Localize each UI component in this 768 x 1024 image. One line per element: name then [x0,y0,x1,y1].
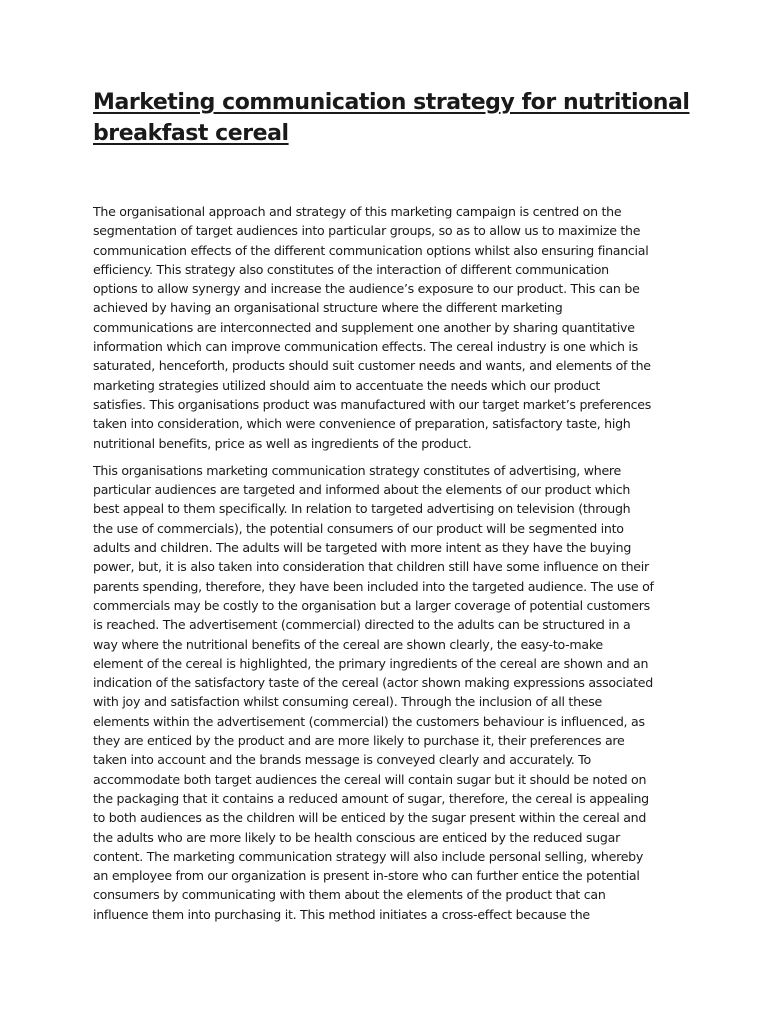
text-line: parents spending, therefore, they have been included into the targeted audience. The use of [93,578,654,594]
text-line: the packaging that it contains a reduced amount of sugar, therefore, the cereal is appealing [93,790,649,806]
text-line: nutritional benefits, price as well as ingredients of the product. [93,435,472,451]
text-line: with joy and satisfaction whilst consuming cereal). Through the inclusion of all these [93,694,603,710]
text-line: way where the nutritional benefits of the cereal are shown clearly, the easy-to-make [93,636,603,652]
text-line: taken into account and the brands message is conveyed clearly and accurately. To [93,752,591,768]
text-line: an employee from our organization is present in-store who can further entice the potential [93,868,640,884]
text-line: they are enticed by the product and are more likely to purchase it, their preferences are [93,733,625,749]
document-body [93,202,682,924]
text-line: the use of commercials), the potential consumers of our product will be segmented into [93,520,624,536]
text-line: particular audiences are targeted and informed about the elements of our product which [93,482,631,498]
text-line: the adults who are more likely to be health conscious are enticed by the reduced sugar [93,829,620,845]
text-line: is reached. The advertisement (commercial) directed to the adults can be structured in a [93,617,631,633]
text-line: to both audiences as the children will be enticed by the sugar present within the cereal and [93,810,647,826]
text-line: power, but, it is also taken into consideration that children still have some influence on their [93,559,649,575]
text-line: communications are interconnected and supplement one another by sharing quantitative [93,319,635,335]
text-line: marketing strategies utilized should aim to accentuate the needs which our product [93,377,601,393]
text-line: segmentation of target audiences into particular groups, so as to allow us to maximize the [93,223,641,239]
paragraph-1 [93,202,682,453]
text-line: satisfies. This organisations product was manufactured with our target market’s preferences [93,396,652,412]
text-line: consumers by communicating with them about the elements of the product that can [93,887,606,903]
document-title [93,87,693,149]
text-line: indication of the satisfactory taste of the cereal (actor shown making expressions associated [93,675,653,691]
document-title-line: Marketing communication strategy for nutritional [93,90,690,115]
text-line: influence them into purchasing it. This method initiates a cross-effect because the [93,906,590,922]
text-line: best appeal to them specifically. In relation to targeted advertising on television (through [93,501,631,517]
text-line: achieved by having an organisational structure where the different marketing [93,300,563,316]
paragraph-2 [93,461,682,924]
text-line: accommodate both target audiences the cereal will contain sugar but it should be noted on [93,771,647,787]
text-line: This organisations marketing communication strategy constitutes of advertising, where [93,462,622,478]
text-line: taken into consideration, which were convenience of preparation, satisfactory taste, high [93,416,631,432]
text-line: commercials may be costly to the organisation but a larger coverage of potential customers [93,597,650,613]
text-line: content. The marketing communication strategy will also include personal selling, whereby [93,848,644,864]
text-line: elements within the advertisement (commercial) the customers behaviour is influenced, as [93,713,645,729]
text-line: saturated, henceforth, products should suit customer needs and wants, and elements of the [93,358,651,374]
text-line: The organisational approach and strategy of this marketing campaign is centred on the [93,204,622,219]
text-line: element of the cereal is highlighted, the primary ingredients of the cereal are shown and an [93,655,649,671]
text-line: efficiency. This strategy also constitutes of the interaction of different communication [93,261,609,277]
text-line: adults and children. The adults will be targeted with more intent as they have the buying [93,540,632,556]
text-line: communication effects of the different communication options whilst also ensuring financial [93,242,649,258]
text-line: information which can improve communication effects. The cereal industry is one which is [93,339,638,355]
document-title-line: breakfast cereal [93,121,289,146]
text-line: options to allow synergy and increase the audience’s exposure to our product. This can be [93,281,640,297]
